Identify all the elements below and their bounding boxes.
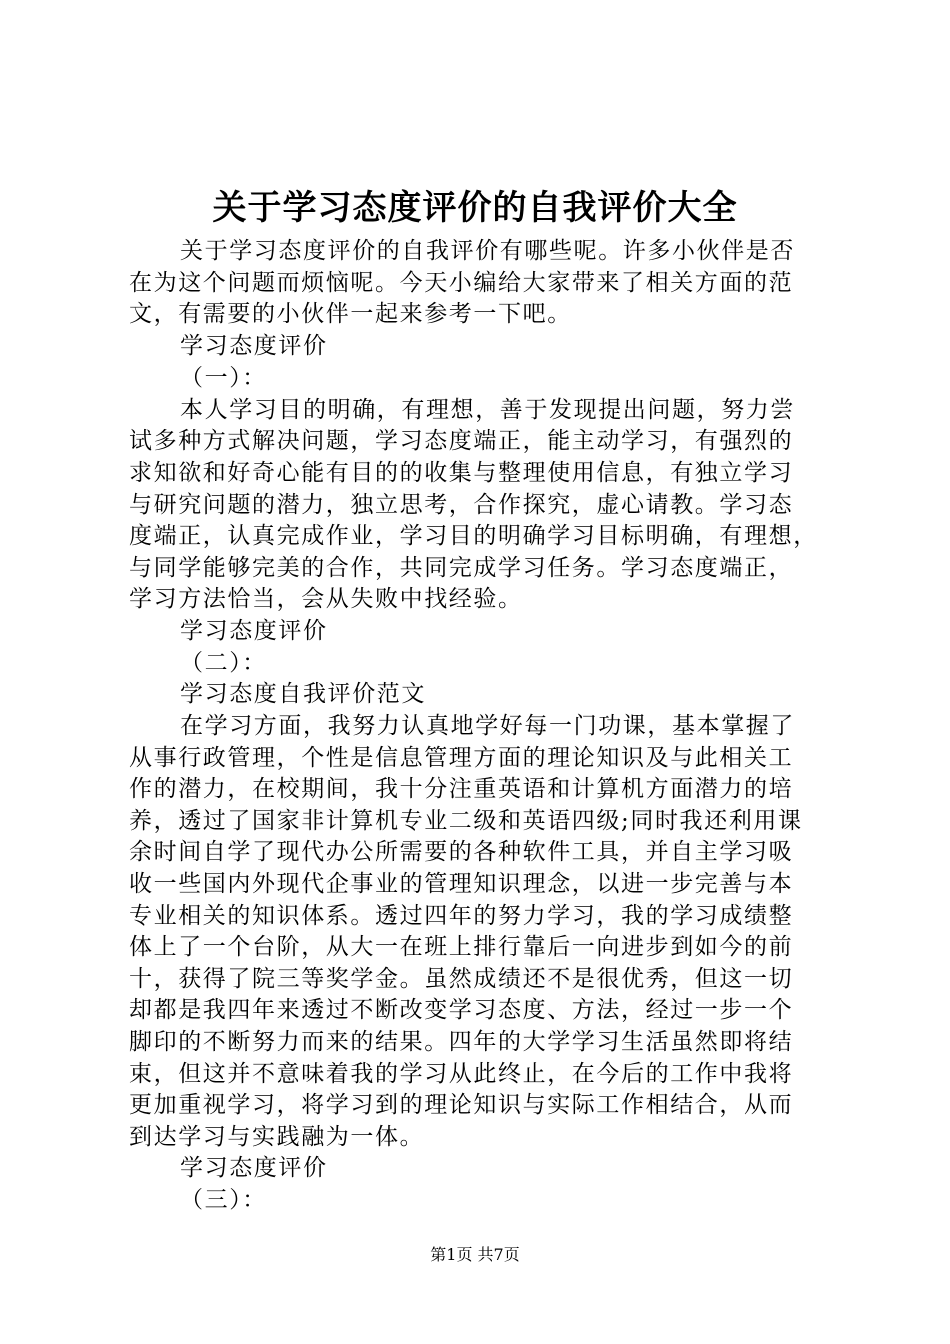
paragraph-line: 余时间自学了现代办公所需要的各种软件工具，并自主学习吸 [129, 839, 794, 865]
document-title: 关于学习态度评价的自我评价大全 [212, 188, 738, 228]
paragraph-line: 体上了一个台阶，从大一在班上排行靠后一向进步到如今的前 [129, 934, 794, 960]
paragraph-line: 更加重视学习，将学习到的理论知识与实际工作相结合，从而 [129, 1092, 794, 1118]
paragraph-line: 从事行政管理，个性是信息管理方面的理论知识及与此相关工 [129, 745, 794, 771]
paragraph-line: 却都是我四年来透过不断改变学习态度、方法，经过一步一个 [129, 997, 794, 1023]
paragraph-line: 在学习方面，我努力认真地学好每一门功课，基本掌握了 [180, 713, 795, 739]
paragraph-line: 收一些国内外现代企事业的管理知识理念，以进一步完善与本 [129, 871, 794, 897]
section-number: （三）： [180, 1187, 267, 1213]
section-heading: 学习态度评价 [180, 618, 328, 644]
paragraph-line: 束，但这并不意味着我的学习从此终止，在今后的工作中我将 [129, 1061, 794, 1087]
paragraph-line: 脚印的不断努力而来的结果。四年的大学学习生活虽然即将结 [129, 1029, 794, 1055]
paragraph-line: 学习方法恰当，会从失败中找经验。 [129, 586, 523, 612]
paragraph-line: 十，获得了院三等奖学金。虽然成绩还不是很优秀，但这一切 [129, 966, 794, 992]
section-heading: 学习态度评价 [180, 333, 328, 359]
paragraph-line: 作的潜力，在校期间，我十分注重英语和计算机方面潜力的培 [129, 776, 794, 802]
paragraph-line: 在为这个问题而烦恼呢。今天小编给大家带来了相关方面的范 [129, 270, 794, 296]
section-number: （二）： [180, 650, 267, 676]
paragraph-line: 文，有需要的小伙伴一起来参考一下吧。 [129, 301, 572, 327]
paragraph-line: 度端正，认真完成作业，学习目的明确学习目标明确，有理想， [129, 523, 818, 549]
paragraph-line: 专业相关的知识体系。透过四年的努力学习，我的学习成绩整 [129, 903, 794, 929]
section-number: （一）： [180, 365, 267, 391]
section-subtitle: 学习态度自我评价范文 [180, 681, 426, 707]
paragraph-line: 求知欲和好奇心能有目的的收集与整理使用信息，有独立学习 [129, 460, 794, 486]
paragraph-line: 与同学能够完美的合作，共同完成学习任务。学习态度端正， [129, 555, 794, 581]
paragraph-line: 养，透过了国家非计算机专业二级和英语四级;同时我还利用课 [129, 808, 803, 834]
paragraph-line: 关于学习态度评价的自我评价有哪些呢。许多小伙伴是否 [180, 238, 795, 264]
paragraph-line: 到达学习与实践融为一体。 [129, 1124, 425, 1150]
paragraph-line: 本人学习目的明确，有理想，善于发现提出问题，努力尝 [180, 397, 795, 423]
page-number-footer: 第1页 共7页 [430, 1245, 520, 1264]
paragraph-line: 试多种方式解决问题，学习态度端正，能主动学习，有强烈的 [129, 428, 794, 454]
paragraph-line: 与研究问题的潜力，独立思考，合作探究，虚心请教。学习态 [129, 492, 794, 518]
section-heading: 学习态度评价 [180, 1155, 328, 1181]
